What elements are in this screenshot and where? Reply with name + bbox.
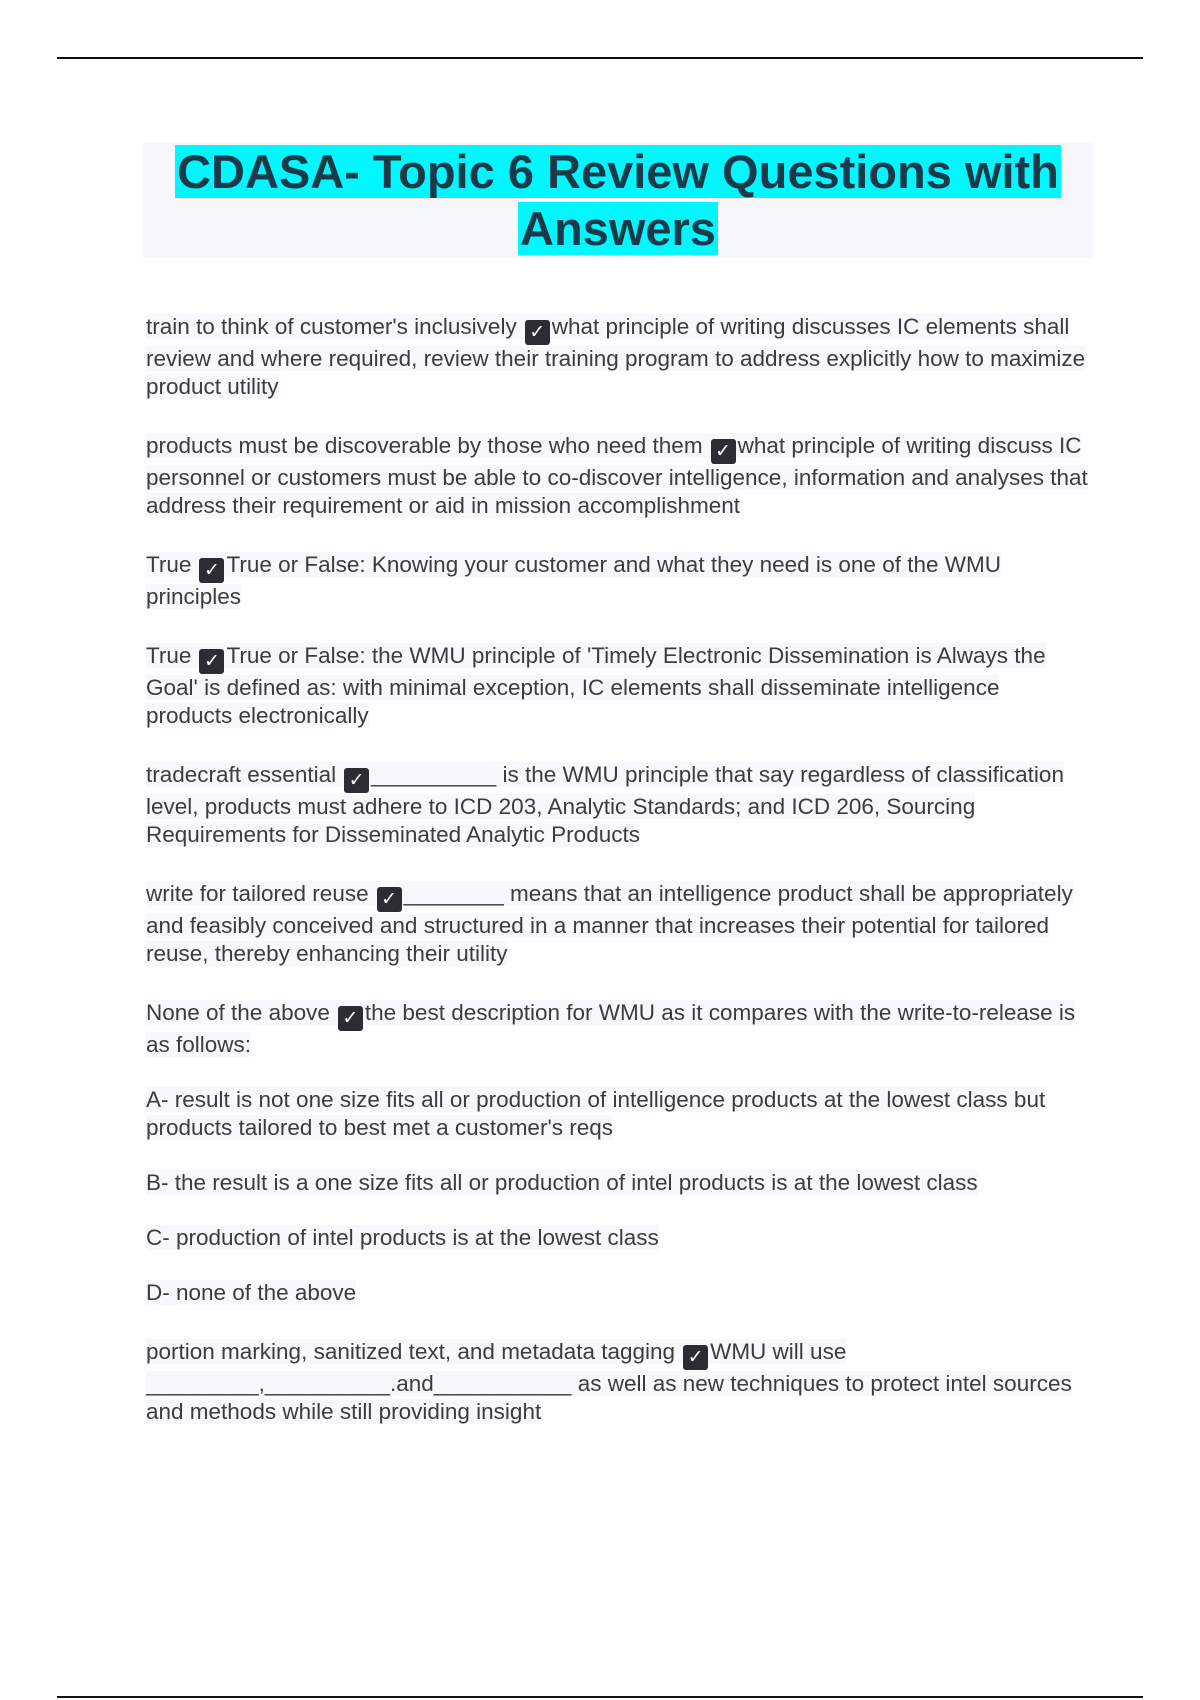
question-text: True or False: the WMU principle of 'Timely Electronic Dissemination is Always the Goal' is defined as: with minimal exception, IC elements shall disseminate intelligence products electronically [146,643,1046,728]
check-mark-icon: ✓ [377,887,402,912]
option-a: A- result is not one size fits all or production of intelligence products at the lowest class but products tailored to best met a customer's reqs [146,1087,1046,1140]
check-mark-icon: ✓ [711,439,736,464]
check-mark-icon: ✓ [344,768,369,793]
question-text: WMU will use _________,__________.and___________ as well as new techniques to protect intel sources and methods while still providing insight [146,1339,1072,1424]
title-block [143,143,1093,258]
answer-text: portion marking, sanitized text, and metadata tagging [146,1339,676,1364]
top-rule [57,57,1143,59]
answer-text: train to think of customer's inclusively [146,314,517,339]
qa-item-2 [146,432,1091,520]
check-mark-icon: ✓ [199,558,224,583]
answer-text: write for tailored reuse [146,881,369,906]
question-text: True or False: Knowing your customer and what they need is one of the WMU principles [146,552,1001,609]
qa-item-1 [146,313,1091,401]
title-line-1: CDASA- Topic 6 Review Questions with [177,145,1059,198]
answer-text: tradecraft essential [146,762,337,787]
option-b: B- the result is a one size fits all or production of intel products is at the lowest class [146,1170,978,1195]
title-line-2: Answers [520,202,716,255]
answer-text: None of the above [146,1000,330,1025]
question-text: what principle of writing discuss IC personnel or customers must be able to co-discover intelligence, information and analyses that address their requirement or aid in mission accomplishment [146,433,1088,518]
qa-item-3 [146,551,1091,611]
check-mark-icon: ✓ [199,649,224,674]
question-text: __________ is the WMU principle that say regardless of classification level, products must adhere to ICD 203, Analytic Standards; and ICD 206, Sourcing Requirements for Disseminated Analytic Products [146,762,1064,847]
qa-item-6 [146,880,1091,968]
option-d: D- none of the above [146,1280,357,1305]
answer-text: products must be discoverable by those who need them [146,433,703,458]
qa-item-8 [146,1338,1091,1426]
check-mark-icon: ✓ [338,1006,363,1031]
qa-item-7 [146,999,1091,1059]
question-text: the best description for WMU as it compares with the write-to-release is as follows: [146,1000,1076,1057]
option-c: C- production of intel products is at the lowest class [146,1225,659,1250]
answer-text: True [146,552,192,577]
document-title [143,143,1093,257]
qa-item-5 [146,761,1091,849]
check-mark-icon: ✓ [683,1345,708,1370]
qa-content [146,313,1091,1426]
question-text: ________ means that an intelligence product shall be appropriately and feasibly conceived and structured in a manner that increases their potential for tailored reuse, thereby enhancing their utility [146,881,1073,966]
check-mark-icon: ✓ [525,320,550,345]
qa-item-4 [146,642,1091,730]
bottom-rule [57,1696,1143,1698]
answer-text: True [146,643,192,668]
question-text: what principle of writing discusses IC elements shall review and where required, review their training program to address explicitly how to maximize product utility [146,314,1086,399]
